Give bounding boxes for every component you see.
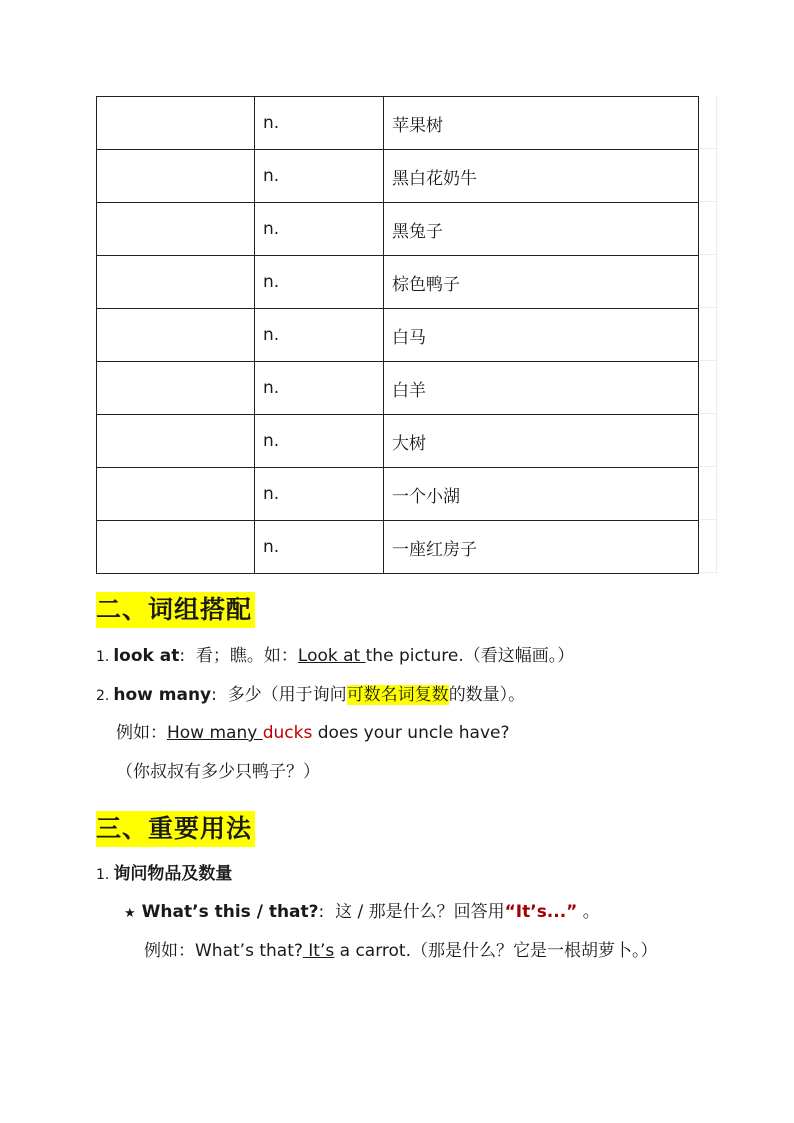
item-number: 2. — [96, 688, 110, 704]
pos-cell: n. — [255, 468, 384, 521]
example-translation: （看这幅画。） — [463, 646, 575, 666]
usage-question: What’s this / that? — [141, 902, 319, 922]
table-row — [97, 521, 699, 574]
pos-cell: n. — [255, 97, 384, 150]
example-how-many — [116, 721, 510, 745]
meaning-cell: 白马 — [384, 309, 699, 362]
word-cell — [97, 203, 255, 256]
phrase-meaning-b: 的数量）。 — [448, 685, 526, 705]
meaning-cell: 黑兔子 — [384, 203, 699, 256]
example-rest: does your uncle have? — [312, 723, 510, 743]
table-row — [97, 362, 699, 415]
table-row — [97, 150, 699, 203]
word-cell — [97, 468, 255, 521]
pos-cell: n. — [255, 309, 384, 362]
table-row — [97, 203, 699, 256]
phrase-text: how many — [113, 685, 212, 705]
usage-end: 。 — [582, 902, 600, 922]
meaning-cell: 一座红房子 — [384, 521, 699, 574]
pos-cell: n. — [255, 150, 384, 203]
example-highlight-word: ducks — [262, 723, 313, 743]
pos-cell: n. — [255, 362, 384, 415]
pos-cell: n. — [255, 203, 384, 256]
section-title-phrases: 二、词组搭配 — [96, 592, 255, 628]
vocabulary-table — [96, 96, 699, 574]
word-cell — [97, 150, 255, 203]
table-row — [97, 415, 699, 468]
section-title-usage: 三、重要用法 — [96, 811, 255, 847]
table-row — [97, 309, 699, 362]
example-underlined: Look at — [297, 646, 366, 666]
star-icon: ★ — [124, 906, 136, 921]
usage-item-1 — [96, 862, 232, 887]
example-question: What’s that? — [195, 941, 303, 961]
example-rest: the picture. — [365, 646, 464, 666]
meaning-cell: 大树 — [384, 415, 699, 468]
example-translation: （你叔叔有多少只鸭子？） — [116, 762, 320, 782]
colon: : — [318, 902, 325, 922]
phrase-meaning: 看；瞧。如： — [195, 646, 298, 666]
word-cell — [97, 521, 255, 574]
meaning-cell: 棕色鸭子 — [384, 256, 699, 309]
word-cell — [97, 256, 255, 309]
example-underlined: It’s — [302, 941, 335, 961]
word-cell — [97, 415, 255, 468]
usage-bullet — [124, 900, 600, 926]
word-cell — [97, 309, 255, 362]
phrase-text: look at — [113, 646, 180, 666]
item-number: 1. — [96, 867, 110, 883]
table-row — [97, 97, 699, 150]
meaning-cell: 一个小湖 — [384, 468, 699, 521]
example-underlined: How many — [167, 723, 263, 743]
word-cell — [97, 97, 255, 150]
pos-cell: n. — [255, 415, 384, 468]
phrase-item-how-many — [96, 683, 525, 708]
example-label: 例如： — [144, 941, 195, 961]
usage-explanation: 这 / 那是什么？回答用 — [335, 902, 505, 922]
meaning-cell: 黑白花奶牛 — [384, 150, 699, 203]
pos-cell: n. — [255, 256, 384, 309]
table-row — [97, 256, 699, 309]
example-label: 例如： — [116, 723, 167, 743]
colon: : — [211, 685, 217, 705]
table-row — [97, 468, 699, 521]
meaning-cell: 苹果树 — [384, 97, 699, 150]
usage-example — [144, 939, 658, 963]
highlighted-term: 可数名词复数 — [346, 685, 449, 705]
item-number: 1. — [96, 649, 110, 665]
example-translation: （那是什么？它是一根胡萝卜。） — [411, 941, 658, 961]
usage-answer: “It’s...” — [504, 902, 578, 922]
phrase-meaning-a: 多少（用于询问 — [227, 685, 347, 705]
phrase-item-look-at — [96, 644, 574, 669]
colon: : — [179, 646, 186, 666]
example-rest: a carrot. — [334, 941, 411, 961]
table-faint-edge — [700, 96, 717, 574]
pos-cell: n. — [255, 521, 384, 574]
meaning-cell: 白羊 — [384, 362, 699, 415]
usage-label: 询问物品及数量 — [113, 864, 233, 884]
word-cell — [97, 362, 255, 415]
